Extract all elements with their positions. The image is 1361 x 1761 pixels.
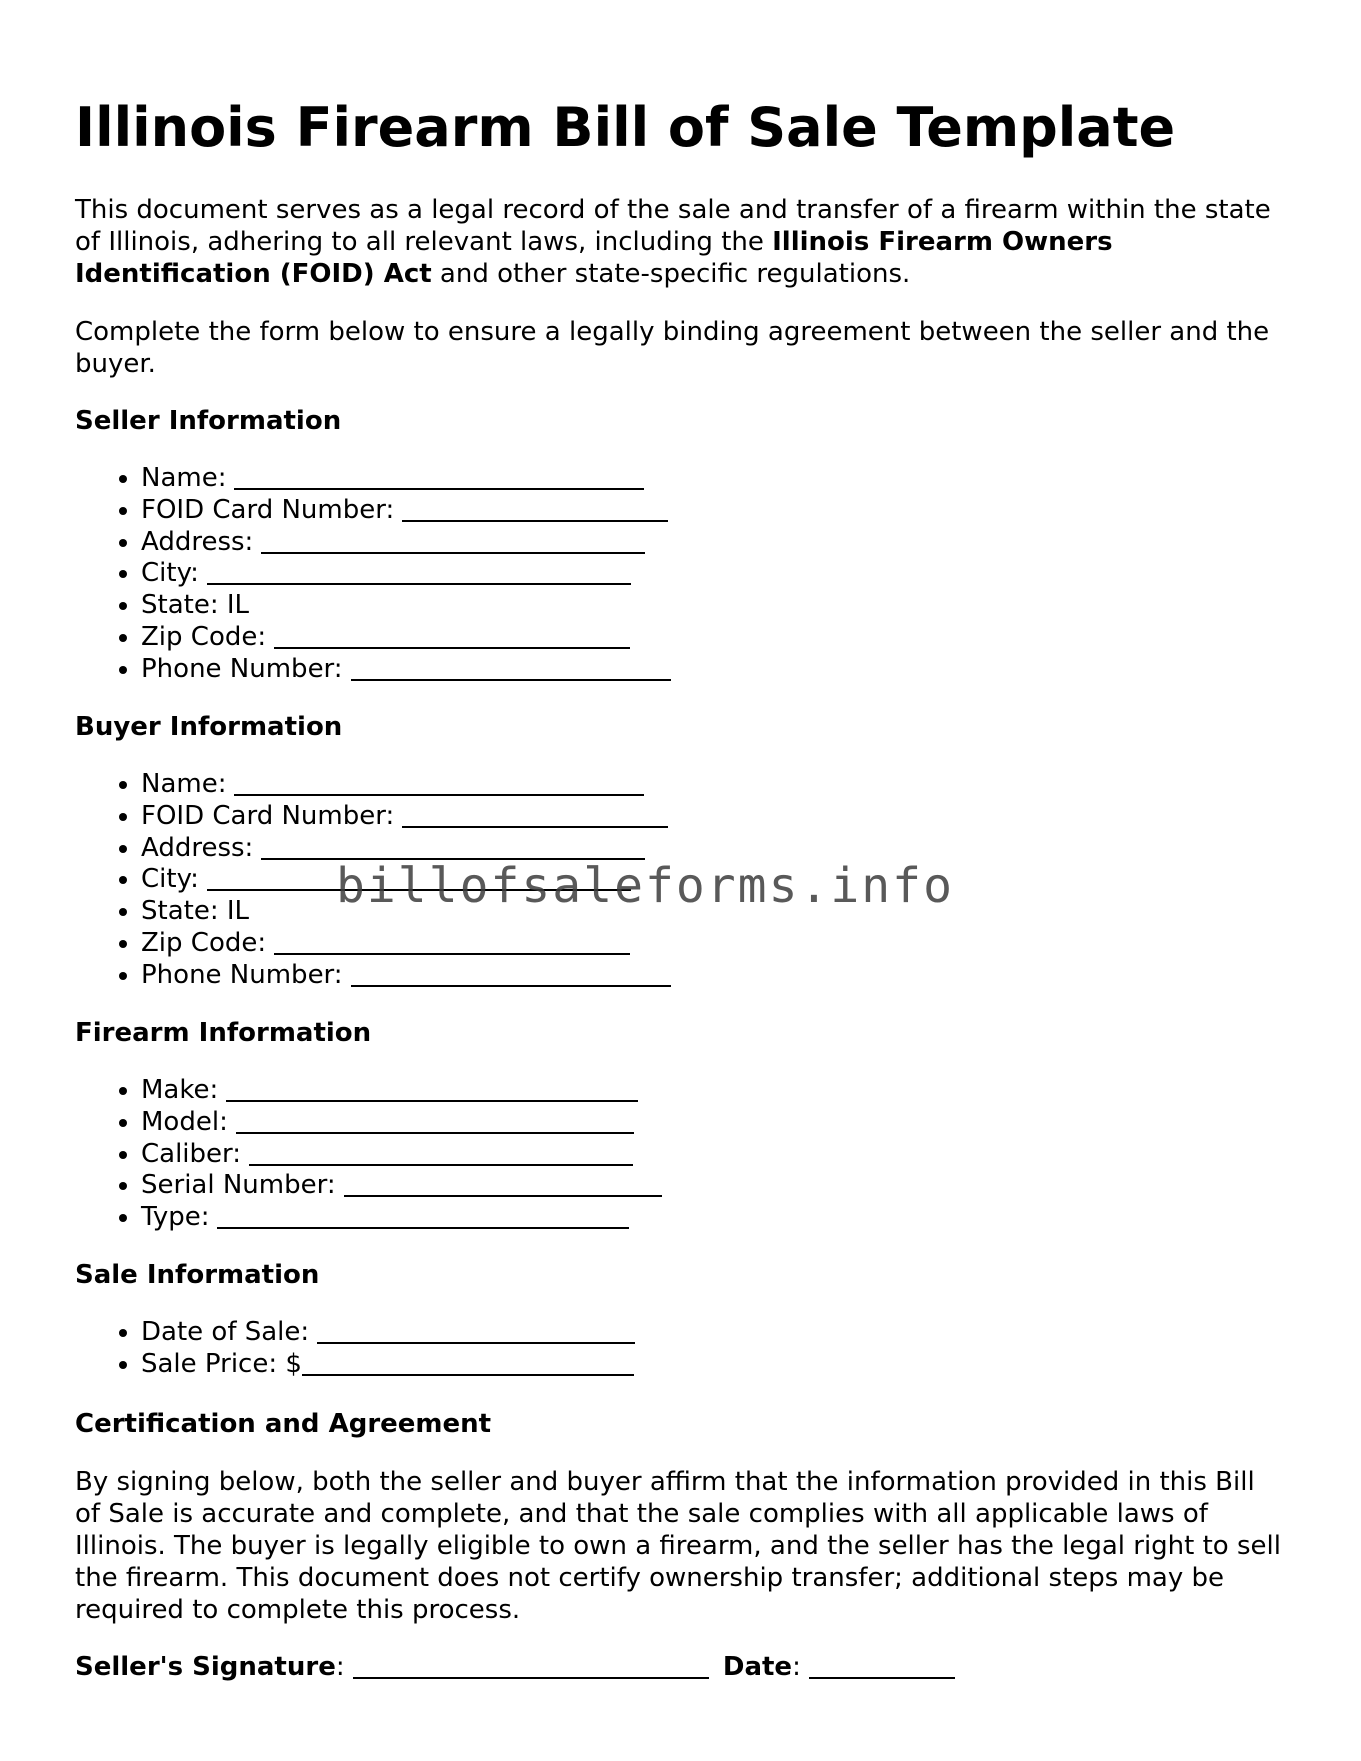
seller-zip-field[interactable] <box>274 623 630 649</box>
buyer-name-field[interactable] <box>234 770 644 796</box>
certification-paragraph: By signing below, both the seller and buyer affirm that the information provided in this Bill of Sale is accurate and complete, and that the sale complies with all applicable laws of Illinois. The buyer is legally eligible to own a firearm, and the seller has the legal right to sell the firearm. This document does not certify ownership transfer; additional steps may be required to complete this process. <box>75 1467 1281 1625</box>
seller-list <box>75 463 671 686</box>
list-item: • City: <box>141 558 671 590</box>
list-item: • City: <box>141 864 671 896</box>
list-item: • Type: <box>141 1202 662 1234</box>
list-item: • Sale Price: $ <box>141 1349 635 1381</box>
seller-address-field[interactable] <box>261 528 645 554</box>
intro-bold-text: Illinois Firearm Owners Identification (FOID) Act <box>75 227 1113 289</box>
seller-heading: Seller Information <box>75 406 342 436</box>
buyer-foid-field[interactable] <box>402 802 668 828</box>
firearm-list <box>75 1075 662 1234</box>
list-item: • Address: <box>141 527 671 559</box>
firearm-heading: Firearm Information <box>75 1018 372 1048</box>
list-item: • Caliber: <box>141 1139 662 1171</box>
firearm-caliber-field[interactable] <box>249 1140 633 1166</box>
list-item: • State: IL <box>141 590 671 622</box>
sale-price-field[interactable] <box>302 1350 634 1376</box>
sale-list <box>75 1317 635 1381</box>
buyer-address-field[interactable] <box>261 834 645 860</box>
seller-phone-field[interactable] <box>351 655 671 681</box>
list-item: • State: IL <box>141 896 671 928</box>
sale-heading: Sale Information <box>75 1260 320 1290</box>
list-item: • Model: <box>141 1107 662 1139</box>
list-item: • FOID Card Number: <box>141 495 671 527</box>
list-item: • Address: <box>141 833 671 865</box>
signature-line: Seller's Signature: Date: <box>75 1651 955 1683</box>
seller-signature-label: Seller's Signature <box>75 1652 336 1682</box>
instruction-paragraph: Complete the form below to ensure a legally binding agreement between the seller and the buyer. <box>75 317 1270 379</box>
seller-foid-field[interactable] <box>402 496 668 522</box>
sale-date-field[interactable] <box>317 1318 635 1344</box>
list-item: • Phone Number: <box>141 654 671 686</box>
firearm-type-field[interactable] <box>217 1203 629 1229</box>
firearm-make-field[interactable] <box>226 1076 638 1102</box>
list-item: • FOID Card Number: <box>141 801 671 833</box>
list-item: • Make: <box>141 1075 662 1107</box>
seller-signature-field[interactable] <box>353 1653 709 1679</box>
list-item: • Phone Number: <box>141 960 671 992</box>
date-label: Date <box>722 1652 793 1682</box>
watermark-text: billofsaleforms.info <box>336 858 954 914</box>
certification-heading: Certification and Agreement <box>75 1409 492 1439</box>
buyer-phone-field[interactable] <box>351 961 671 987</box>
firearm-model-field[interactable] <box>236 1108 634 1134</box>
buyer-zip-field[interactable] <box>274 929 630 955</box>
signature-date-field[interactable] <box>809 1653 955 1679</box>
intro-text-2: and other state-specific regulations. <box>431 259 911 289</box>
page-title: Illinois Firearm Bill of Sale Template <box>75 96 1176 159</box>
seller-city-field[interactable] <box>207 559 631 585</box>
list-item: • Name: <box>141 463 671 495</box>
list-item: • Date of Sale: <box>141 1317 635 1349</box>
seller-name-field[interactable] <box>234 464 644 490</box>
firearm-serial-field[interactable] <box>344 1171 662 1197</box>
list-item: • Name: <box>141 769 671 801</box>
list-item: • Zip Code: <box>141 928 671 960</box>
list-item: • Serial Number: <box>141 1170 662 1202</box>
intro-text-1: This document serves as a legal record of the sale and transfer of a firearm within the state of Illinois, adhering to all relevant laws, including the <box>75 195 1271 257</box>
buyer-heading: Buyer Information <box>75 712 343 742</box>
intro-paragraph <box>75 194 1285 290</box>
list-item: • Zip Code: <box>141 622 671 654</box>
